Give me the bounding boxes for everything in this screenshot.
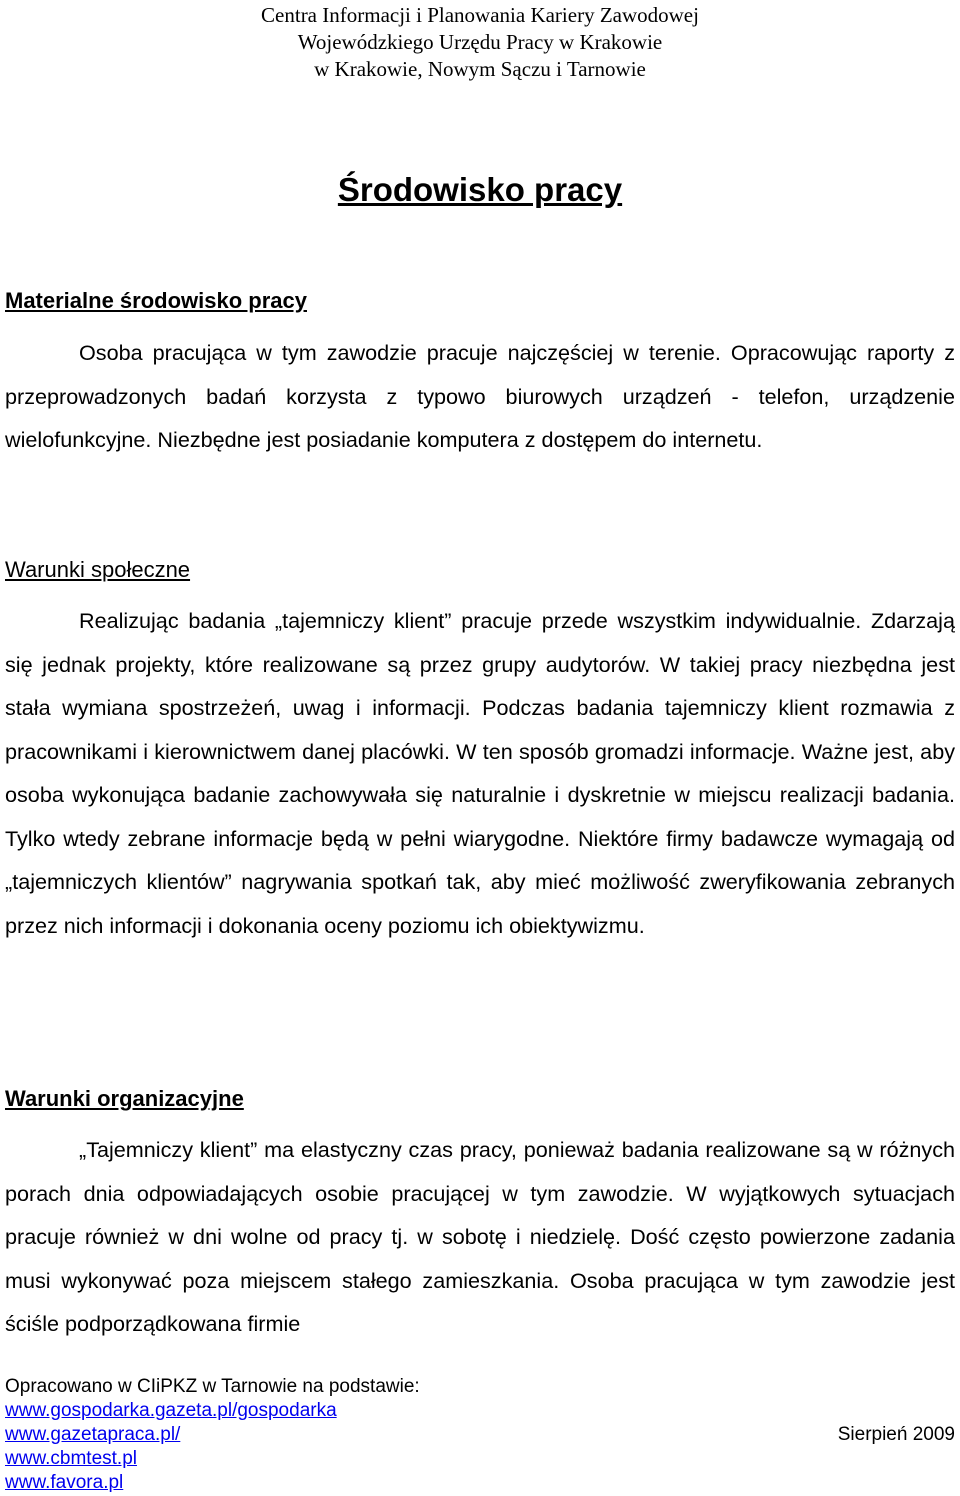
section-text-organizational: „Tajemniczy klient” ma elastyczny czas pracy, ponieważ badania realizowane są w różnych porach dnia odpowiadających osobie pracującej w tym zawodzie. W wyjątkowych sytuacjach pracuje również w dni wolne od pracy tj. w sobotę i niedzielę. Dość często powierzone zadania musi wykonywać poza miejscem stałego zamieszkania. Osoba pracująca w tym zawodzie jest ściśle podporządkowana firmie bbox=[5, 1137, 955, 1336]
section-heading-organizational: Warunki organizacyjne bbox=[5, 1086, 244, 1111]
header-line-1: Centra Informacji i Planowania Kariery Zawodowej bbox=[261, 3, 699, 27]
footer-link-cbmtest[interactable]: www.cbmtest.pl bbox=[5, 1448, 137, 1469]
section-heading-social: Warunki społeczne bbox=[5, 557, 191, 582]
document-footer bbox=[5, 1375, 955, 1495]
footer-link-favora[interactable]: www.favora.pl bbox=[5, 1472, 124, 1493]
header-line-2: Wojewódzkiego Urzędu Pracy w Krakowie bbox=[297, 30, 663, 54]
footer-date: Sierpień 2009 bbox=[837, 1424, 955, 1445]
footer-link-gospodarka[interactable]: www.gospodarka.gazeta.pl/gospodarka bbox=[5, 1400, 337, 1421]
document-header bbox=[0, 2, 960, 83]
footer-source-label: Opracowano w CIiPKZ w Tarnowie na podstawie: bbox=[5, 1376, 420, 1397]
section-heading-material: Materialne środowisko pracy bbox=[5, 288, 307, 313]
footer-link-gazetapraca[interactable]: www.gazetapraca.pl/ bbox=[5, 1424, 181, 1445]
header-line-3: w Krakowie, Nowym Sączu i Tarnowie bbox=[314, 57, 646, 81]
section-text-social: Realizując badania „tajemniczy klient” pracuje przede wszystkim indywidualnie. Zdarzają się jednak projekty, które realizowane są przez grupy audytorów. W takiej pracy niezbędna jest stała wymiana spostrzeżeń, uwag i informacji. Podczas badania tajemniczy klient rozmawia z pracownikami i kierownictwem danej placówki. W ten sposób gromadzi informacje. Ważne jest, aby osoba wykonująca badanie zachowywała się naturalnie i dyskretnie w miejscu realizacji badania. Tylko wtedy zebrane informacje będą w pełni wiarygodne. Niektóre firmy badawcze wymagają od „tajemniczych klientów” nagrywania spotkań tak, aby mieć możliwość zweryfikowania zebranych przez nich informacji i dokonania oceny poziomu ich obiektywizmu. bbox=[5, 608, 955, 938]
page-title: Środowisko pracy bbox=[337, 171, 623, 208]
section-text-material: Osoba pracująca w tym zawodzie pracuje najczęściej w terenie. Opracowując raporty z przeprowadzonych badań korzysta z typowo biurowych urządzeń - telefon, urządzenie wielofunkcyjne. Niezbędne jest posiadanie komputera z dostępem do internetu. bbox=[5, 340, 955, 452]
